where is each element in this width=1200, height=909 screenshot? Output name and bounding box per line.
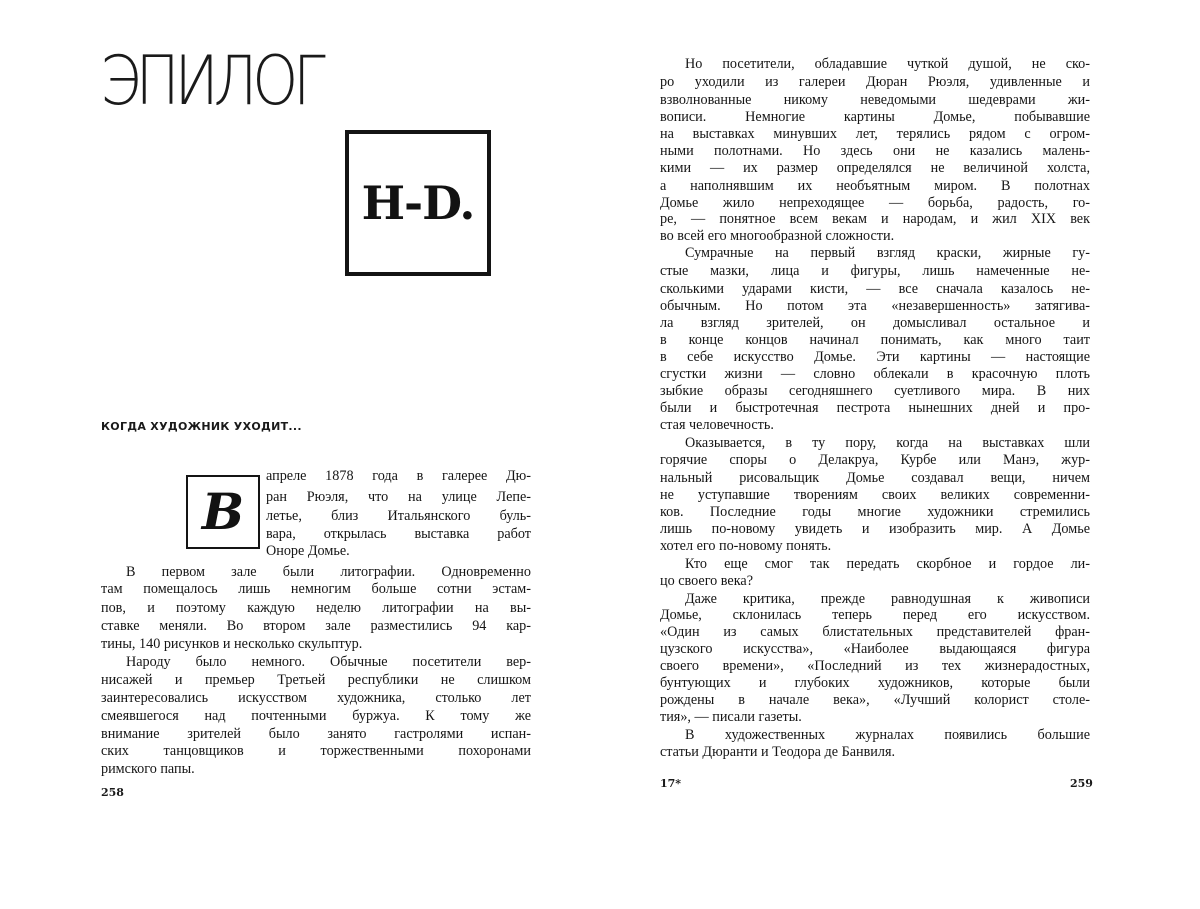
text-line: во всей его многообразной сложности.: [660, 228, 895, 244]
text-line: Но посетители, обладавшие чуткой душой, не ско-: [685, 56, 1090, 72]
text-line: зыбкие образы сегодняшнего суетливого мира. В них: [660, 383, 1090, 399]
text-line: там помещалось лишь немногим больше сотни эстам-: [101, 581, 531, 597]
text-line: нальный рисовальщик Домье создавал вещи, ничем: [660, 470, 1090, 486]
text-line: ла взгляд зрителей, он домысливал остальное и: [660, 315, 1090, 331]
text-line: ро уходили из галереи Дюран Рюэля, удивленные и: [660, 74, 1090, 90]
text-line: ран Рюэля, что на улице Лепе-: [266, 489, 531, 505]
text-line: внимание зрителей было занято гастролями испан-: [101, 726, 531, 742]
text-line: Оноре Домье.: [266, 543, 350, 559]
text-line: в конце концов начинал понимать, как много таит: [660, 332, 1090, 348]
text-line: вара, открылась выставка работ: [266, 526, 531, 542]
page-number-right: 259: [1070, 777, 1093, 790]
text-line: горячие споры о Делакруа, Курбе или Манэ, жур-: [660, 452, 1090, 468]
text-line: кими — их размер определялся не величиной холста,: [660, 160, 1090, 176]
text-line: хотел его по-новому понять.: [660, 538, 832, 554]
text-line: цузского искусства», «Наиболее выдающаяся фигура: [660, 641, 1090, 657]
page-number-left: 258: [101, 786, 124, 799]
chapter-title: КОГДА ХУДОЖНИК УХОДИТ...: [101, 420, 302, 433]
text-line: Сумрачные на первый взгляд краски, жирные гу-: [685, 245, 1090, 261]
text-line: статьи Дюранти и Теодора де Банвиля.: [660, 744, 896, 760]
text-line: в себе искусство Домье. Эти картины — настоящие: [660, 349, 1090, 365]
text-line: римского папы.: [101, 761, 195, 777]
text-line: обычным. Но потом эта «незавершенность» затягива-: [660, 298, 1090, 314]
drop-cap-letter: В: [201, 482, 245, 541]
text-line: летье, близ Итальянского буль-: [266, 508, 531, 524]
text-line: Даже критика, прежде равнодушная к живописи: [685, 591, 1090, 607]
text-line: апреле 1878 года в галерее Дю-: [266, 468, 531, 484]
text-line: В художественных журналах появились большие: [685, 727, 1090, 743]
text-line: стые мазки, лица и фигуры, лишь намеченные не-: [660, 263, 1090, 279]
text-line: тины, 140 рисунков и несколько скульптур.: [101, 636, 363, 652]
text-line: не уступавшие творениям своих великих современни-: [660, 487, 1090, 503]
text-line: бунтующих и глубоких художников, которые были: [660, 675, 1090, 691]
text-line: стая человечность.: [660, 417, 774, 433]
text-line: сколькими ударами кисти, — все сначала казалось не-: [660, 281, 1090, 297]
epilogue-heading: ЭПИЛОГ: [100, 42, 321, 121]
monogram-emblem: [345, 130, 491, 276]
text-line: цо своего века?: [660, 573, 753, 589]
text-line: Кто еще смог так передать скорбное и гордое ли-: [685, 556, 1090, 572]
text-line: «Один из самых блистательных представителей фран-: [660, 624, 1090, 640]
text-line: ставке меняли. Во втором зале разместились 94 кар-: [101, 618, 531, 634]
text-line: сгустки жизни — словно облекали в красочную плоть: [660, 366, 1090, 382]
text-line: рождены в начале века», «Лучший колорист столе-: [660, 692, 1090, 708]
text-line: пов, и поэтому каждую неделю литографии на вы-: [101, 600, 531, 616]
text-line: Домье, склонилась теперь перед его искусством.: [660, 607, 1090, 623]
text-line: своего времени», «Последний из тех жизнерадостных,: [660, 658, 1090, 674]
text-line: смеявшегося над почтенными буржуа. К тому же: [101, 708, 531, 724]
text-line: лишь по-новому увидеть и изобразить мир. А Домье: [660, 521, 1090, 537]
text-line: тия», — писали газеты.: [660, 709, 802, 725]
right-page: [600, 0, 1200, 909]
text-line: нисажей и премьер Третьей республики не слишком: [101, 672, 531, 688]
text-line: Домье жило непреходящее — борьба, радость, го-: [660, 195, 1090, 211]
monogram-text: H-D.: [361, 176, 475, 230]
text-line: ских танцовщиков и торжественными похоронами: [101, 743, 531, 759]
text-line: а наполнявшим их необъятным миром. В полотнах: [660, 178, 1090, 194]
text-line: взволнованные никому неведомыми шедеврами жи-: [660, 92, 1090, 108]
signature-mark: 17*: [660, 777, 682, 790]
text-line: ными полотнами. Но здесь они не казались малень-: [660, 143, 1090, 159]
text-line: Народу было немного. Обычные посетители вер-: [126, 654, 531, 670]
text-line: на выставках минувших лет, терялись рядом с огром-: [660, 126, 1090, 142]
text-line: В первом зале были литографии. Одновременно: [126, 564, 531, 580]
text-line: заинтересовались искусством художника, столько лет: [101, 690, 531, 706]
text-line: вописи. Немногие картины Домье, побывавшие: [660, 109, 1090, 125]
text-line: ре, — понятное всем векам и народам, и жил XIX век: [660, 211, 1090, 227]
drop-cap: [186, 475, 260, 549]
text-line: ков. Последние годы многие художники стремились: [660, 504, 1090, 520]
text-line: были и быстротечная пестрота нынешних дней и про-: [660, 400, 1090, 416]
text-line: Оказывается, в ту пору, когда на выставках шли: [685, 435, 1090, 451]
